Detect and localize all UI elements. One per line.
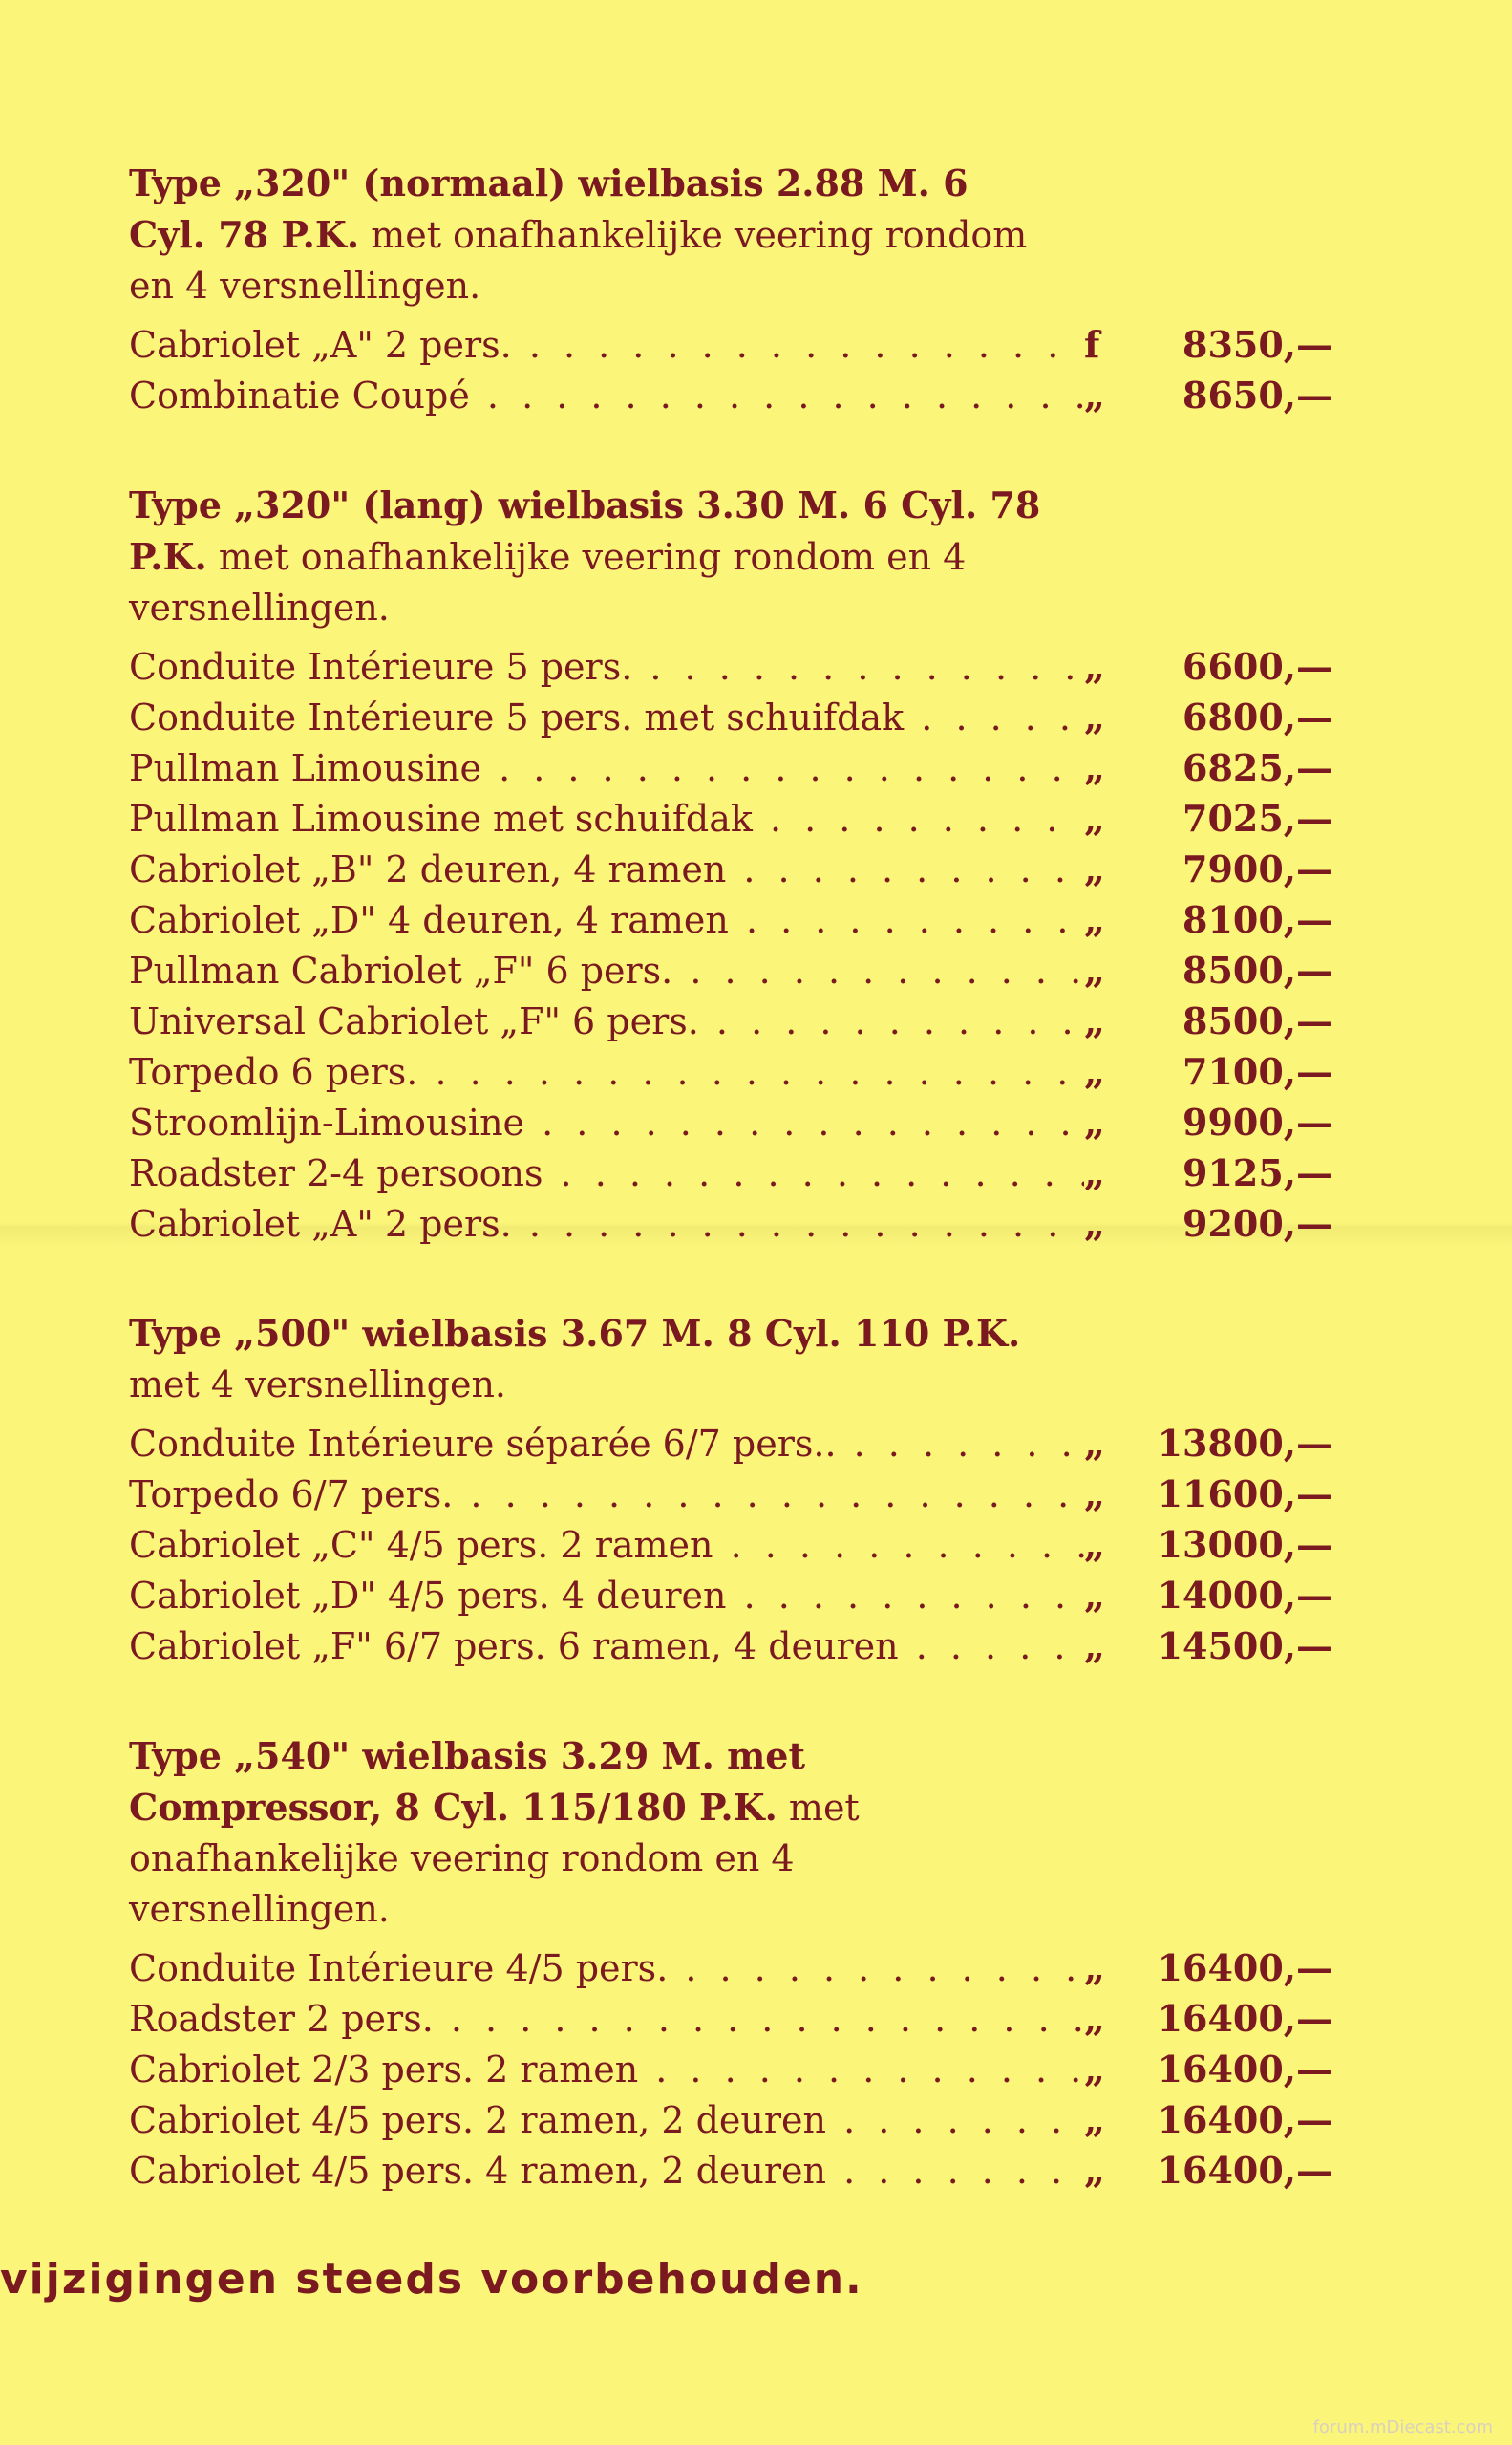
price-value: 16400,— (1157, 2098, 1332, 2141)
price-row (129, 847, 1361, 898)
price-value: 16400,— (1157, 2048, 1332, 2091)
price-value: 16400,— (1157, 2149, 1332, 2192)
model-name: Cabriolet „D" 4/5 pers. 4 deuren . . . (129, 1575, 1084, 1617)
currency-mark: „ (1084, 1050, 1105, 1093)
section-heading (129, 1730, 1055, 1935)
price-row (129, 1050, 1361, 1101)
currency-mark: „ (1084, 1946, 1105, 1989)
price-row (129, 1946, 1361, 1997)
section-type-500 (129, 1308, 1361, 1675)
price-value: 9125,— (1182, 1151, 1332, 1194)
price-value: 13000,— (1157, 1523, 1332, 1566)
model-name: Cabriolet „A" 2 pers. . . . (129, 324, 1084, 366)
currency-mark: „ (1084, 746, 1105, 789)
model-name: Cabriolet „D" 4 deuren, 4 ramen . . . (129, 899, 1084, 941)
price-row (129, 1101, 1361, 1151)
section-heading (129, 480, 1055, 633)
heading-bold-text: Type „540" wielbasis 3.29 M. met Compressor, 8 Cyl. 115/180 P.K. (129, 1734, 806, 1829)
price-row (129, 1472, 1361, 1523)
model-name: Cabriolet „B" 2 deuren, 4 ramen . . . (129, 848, 1084, 890)
currency-mark: „ (1084, 374, 1105, 417)
watermark: forum.mDiecast.com (1312, 2417, 1493, 2437)
price-value: 7025,— (1182, 797, 1332, 840)
currency-mark: „ (1084, 797, 1105, 840)
heading-normal-text: met onafhankelijke veering rondom en 4 versnellingen. (129, 1787, 860, 1930)
currency-mark: „ (1084, 847, 1105, 890)
price-row (129, 1624, 1361, 1675)
price-value: 16400,— (1157, 1946, 1332, 1989)
model-name: Universal Cabriolet „F" 6 pers. . . . (129, 1000, 1084, 1042)
heading-bold-text: Type „500" wielbasis 3.67 M. 8 Cyl. 110 P.K. (129, 1312, 1021, 1355)
model-name: Cabriolet 4/5 pers. 2 ramen, 2 deuren . . . (129, 2099, 1084, 2141)
model-name: Torpedo 6 pers. . . . (129, 1051, 1084, 1093)
currency-mark: „ (1084, 2048, 1105, 2091)
model-name: Conduite Intérieure 5 pers. met schuifdak . . . (129, 697, 1084, 739)
price-row (129, 1151, 1361, 1202)
currency-mark: „ (1084, 1997, 1105, 2040)
currency-mark: „ (1084, 696, 1105, 739)
model-name: Pullman Limousine . . . (129, 747, 1084, 789)
price-value: 6600,— (1182, 645, 1332, 688)
footer-note: vijzigingen steeds voorbehouden. (0, 2255, 863, 2304)
heading-normal-text: met onafhankelijke veering rondom en 4 versnellingen. (129, 536, 967, 629)
price-value: 7900,— (1182, 847, 1332, 890)
model-name: Conduite Intérieure 5 pers. . . . (129, 646, 1084, 688)
model-name: Combinatie Coupé . . . (129, 375, 1084, 417)
price-row (129, 645, 1361, 696)
currency-mark: „ (1084, 1523, 1105, 1566)
model-name: Cabriolet „C" 4/5 pers. 2 ramen . . . (129, 1524, 1084, 1566)
price-row (129, 323, 1361, 374)
section-type-320-normaal (129, 158, 1361, 424)
price-value: 8100,— (1182, 898, 1332, 941)
price-row (129, 949, 1361, 999)
heading-normal-text: met 4 versnellingen. (129, 1363, 507, 1405)
price-value: 9900,— (1182, 1101, 1332, 1144)
currency-mark: „ (1084, 1151, 1105, 1194)
price-value: 8500,— (1182, 999, 1332, 1042)
price-value: 13800,— (1157, 1422, 1332, 1465)
model-name: Stroomlijn-Limousine . . . (129, 1102, 1084, 1144)
price-value: 8650,— (1182, 374, 1332, 417)
model-name: Roadster 2-4 persoons . . . (129, 1152, 1084, 1194)
price-row (129, 999, 1361, 1050)
price-value: 11600,— (1157, 1472, 1332, 1515)
model-name: Cabriolet 2/3 pers. 2 ramen . . . (129, 2048, 1084, 2091)
price-row (129, 1202, 1361, 1253)
model-name: Roadster 2 pers. . . . (129, 1998, 1084, 2040)
price-row (129, 2048, 1361, 2098)
price-row (129, 1574, 1361, 1624)
price-row (129, 797, 1361, 847)
price-row (129, 374, 1361, 424)
section-type-540 (129, 1730, 1361, 2199)
heading-bold-text: Type „320" (normaal) wielbasis 2.88 M. 6 Cyl. 78 P.K. (129, 161, 969, 256)
price-row (129, 2098, 1361, 2149)
currency-mark: „ (1084, 898, 1105, 941)
model-name: Pullman Cabriolet „F" 6 pers. . . . (129, 950, 1084, 992)
price-value: 14500,— (1157, 1624, 1332, 1667)
price-row (129, 1523, 1361, 1574)
price-row (129, 1997, 1361, 2048)
currency-mark: „ (1084, 999, 1105, 1042)
price-value: 14000,— (1157, 1574, 1332, 1617)
currency-mark: „ (1084, 1472, 1105, 1515)
currency-mark: „ (1084, 949, 1105, 992)
section-heading (129, 1308, 1055, 1410)
currency-mark: „ (1084, 1624, 1105, 1667)
model-name: Cabriolet 4/5 pers. 4 ramen, 2 deuren . . . (129, 2150, 1084, 2192)
section-type-320-lang (129, 480, 1361, 1253)
model-name: Conduite Intérieure 4/5 pers. . . . (129, 1947, 1084, 1989)
price-list (129, 158, 1361, 2255)
currency-mark: „ (1084, 1574, 1105, 1617)
price-row (129, 2149, 1361, 2199)
price-value: 16400,— (1157, 1997, 1332, 2040)
model-name: Cabriolet „F" 6/7 pers. 6 ramen, 4 deuren . . . (129, 1625, 1084, 1667)
currency-mark: „ (1084, 645, 1105, 688)
currency-mark: f (1084, 323, 1100, 366)
currency-mark: „ (1084, 2149, 1105, 2192)
currency-mark: „ (1084, 1422, 1105, 1465)
section-heading (129, 158, 1055, 311)
price-row (129, 746, 1361, 797)
price-row (129, 1422, 1361, 1472)
heading-normal-text: met onafhankelijke veering rondom en 4 versnellingen. (129, 214, 1028, 307)
price-value: 6825,— (1182, 746, 1332, 789)
price-value: 7100,— (1182, 1050, 1332, 1093)
price-row (129, 898, 1361, 949)
price-value: 6800,— (1182, 696, 1332, 739)
model-name: Cabriolet „A" 2 pers. . . . (129, 1203, 1084, 1245)
price-value: 8350,— (1182, 323, 1332, 366)
price-value: 9200,— (1182, 1202, 1332, 1245)
currency-mark: „ (1084, 1202, 1105, 1245)
currency-mark: „ (1084, 2098, 1105, 2141)
model-name: Pullman Limousine met schuifdak . . . (129, 798, 1084, 840)
model-name: Torpedo 6/7 pers. . . . (129, 1473, 1084, 1515)
price-row (129, 696, 1361, 746)
model-name: Conduite Intérieure séparée 6/7 pers.. . . . (129, 1423, 1084, 1465)
heading-bold-text: Type „320" (lang) wielbasis 3.30 M. 6 Cyl. 78 P.K. (129, 483, 1041, 578)
price-value: 8500,— (1182, 949, 1332, 992)
currency-mark: „ (1084, 1101, 1105, 1144)
